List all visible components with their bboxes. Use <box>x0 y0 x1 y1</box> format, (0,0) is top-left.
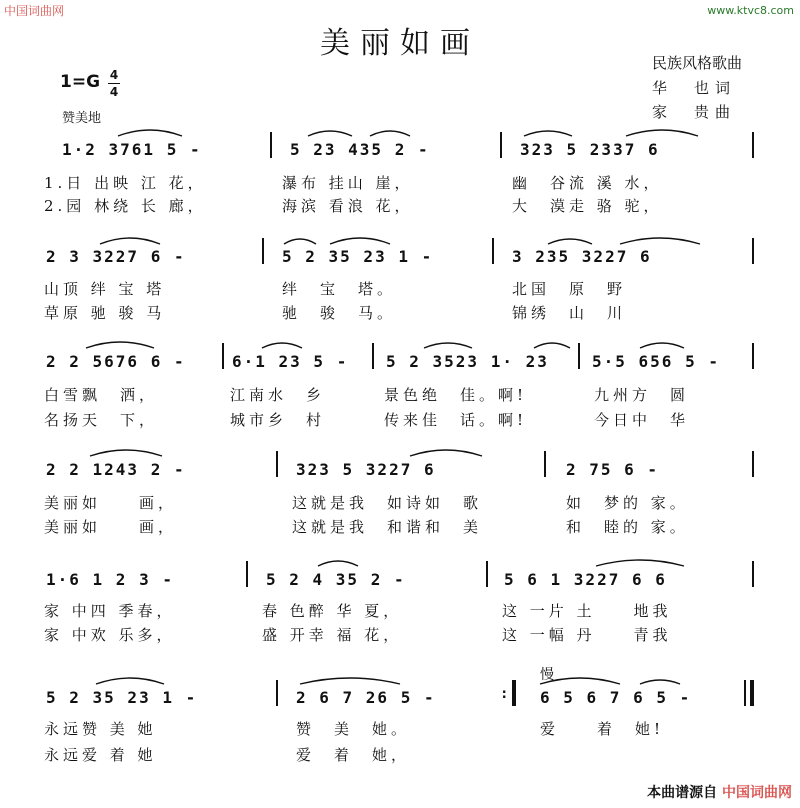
row5-lyric2-c: 这 一幅 丹 青我 <box>502 626 672 644</box>
row1-lyric2-a: 2.园 林绕 长 廊， <box>44 197 207 215</box>
row3-lyric2-a: 名扬天 下， <box>44 411 159 429</box>
row3-lyric1-a: 白雪飘 洒， <box>44 386 159 404</box>
row1-measure1: 1·2 3761 5 - <box>62 140 202 159</box>
row3-lyric1-d: 九州方 圆 <box>594 386 690 404</box>
slur <box>596 560 684 566</box>
expression-mark: 赞美地 <box>62 111 102 126</box>
slur <box>90 450 162 456</box>
repeat-dots: : <box>500 686 511 702</box>
row3-lyric1-c: 景色绝 佳。啊! <box>384 386 528 404</box>
slur <box>318 561 358 566</box>
row3-lyric2-b: 城市乡 村 <box>230 411 326 429</box>
row5-lyric1-b: 春 色醉 华 夏， <box>262 602 403 620</box>
slur <box>620 238 700 244</box>
row2-lyric2-b: 驰 骏 马。 <box>282 304 397 322</box>
slur <box>640 680 680 684</box>
row6-measure1: 5 2 35 23 1 - <box>46 688 198 707</box>
row3-measure1: 2 2 5676 6 - <box>46 352 186 371</box>
slur <box>370 131 410 136</box>
row6-lyric1-c: 爱 着 她! <box>540 720 665 738</box>
row2-measure2: 5 2 35 23 1 - <box>282 247 434 266</box>
row4-lyric1-a: 美丽如 画， <box>44 494 178 512</box>
row3-lyric1-b: 江南水 乡 <box>230 386 326 404</box>
row1-lyric2-b: 海滨 看浪 花， <box>282 197 414 215</box>
slur <box>86 342 154 348</box>
row6-lyric2-a: 永远爱 着 她 <box>44 746 157 764</box>
slur <box>524 131 572 136</box>
watermark-url: www.ktvc8.com <box>707 4 794 17</box>
row1-lyric1-c: 幽 谷流 溪 水， <box>512 174 663 192</box>
slur <box>410 450 482 456</box>
row5-measure3: 5 6 1 3227 6 6 <box>504 570 667 589</box>
row3-lyric2-c: 传来佳 话。啊! <box>384 411 528 429</box>
row1-measure3: 323 5 2337 6 <box>520 140 660 159</box>
row1-measure2: 5 23 435 2 - <box>290 140 430 159</box>
row4-lyric1-b: 这就是我 如诗如 歌 <box>292 494 483 512</box>
row4-measure3: 2 75 6 - <box>566 460 660 479</box>
row6-lyric1-b: 赞 美 她。 <box>296 720 411 738</box>
credit-style: 民族风格歌曲 <box>652 54 743 72</box>
slur <box>534 343 570 348</box>
row4-lyric1-c: 如 梦的 家。 <box>566 494 689 512</box>
slur <box>100 238 160 244</box>
slur <box>284 239 316 244</box>
row6-lyric2-b: 爱 着 她， <box>296 746 411 764</box>
slur <box>640 343 684 348</box>
credit-composer: 家 贵曲 <box>652 103 737 121</box>
row2-measure3: 3 235 3227 6 <box>512 247 652 266</box>
time-sig-bottom: 4 <box>109 85 119 99</box>
row2-lyric2-c: 锦绣 山 川 <box>512 304 627 322</box>
row2-lyric1-a: 山顶 绊 宝 塔 <box>44 280 166 298</box>
row3-measure2: 6·1 23 5 - <box>232 352 349 371</box>
credit-lyricist: 华 也词 <box>652 79 737 97</box>
row3-lyric2-d: 今日中 华 <box>594 411 690 429</box>
slur <box>626 130 698 136</box>
footer-source <box>647 782 792 802</box>
slur <box>262 343 302 348</box>
song-title: 美丽如画 <box>320 26 480 61</box>
row6-measure3: 6 5 6 7 6 5 - <box>540 688 692 707</box>
row5-lyric1-c: 这 一片 土 地我 <box>502 602 672 620</box>
tempo-mark: 慢 <box>540 667 554 683</box>
slur <box>424 343 472 348</box>
row5-lyric2-b: 盛 开幸 福 花， <box>262 626 403 644</box>
slur <box>548 239 592 244</box>
slur <box>330 238 390 244</box>
footer-prefix: 本曲谱源自 <box>647 785 718 801</box>
row5-measure1: 1·6 1 2 3 - <box>46 570 174 589</box>
footer-site: 中国词曲网 <box>722 785 792 801</box>
row4-lyric2-c: 和 睦的 家。 <box>566 518 689 536</box>
row4-lyric2-b: 这就是我 和谐和 美 <box>292 518 483 536</box>
row2-lyric1-b: 绊 宝 塔。 <box>282 280 397 298</box>
row5-lyric2-a: 家 中欢 乐多， <box>44 626 176 644</box>
row3-measure4: 5·5 656 5 - <box>592 352 720 371</box>
slur <box>118 130 182 136</box>
row1-lyric1-a: 1.日 出映 江 花， <box>44 174 207 192</box>
slur <box>308 131 352 136</box>
time-sig-top: 4 <box>109 68 119 82</box>
slur <box>540 678 620 684</box>
row4-lyric2-a: 美丽如 画， <box>44 518 178 536</box>
row1-lyric1-b: 瀑布 挂山 崖， <box>282 174 414 192</box>
slur <box>96 678 164 684</box>
row2-lyric1-c: 北国 原 野 <box>512 280 627 298</box>
row4-measure2: 323 5 3227 6 <box>296 460 436 479</box>
row5-lyric1-a: 家 中四 季春， <box>44 602 176 620</box>
row2-measure1: 2 3 3227 6 - <box>46 247 186 266</box>
row2-lyric2-a: 草原 驰 骏 马 <box>44 304 166 322</box>
row1-lyric2-c: 大 漠走 骆 驼， <box>512 197 663 215</box>
row4-measure1: 2 2 1243 2 - <box>46 460 186 479</box>
watermark-site: 中国词曲网 <box>4 4 65 18</box>
slur <box>300 678 400 684</box>
row5-measure2: 5 2 4 35 2 - <box>266 570 406 589</box>
row6-measure2: 2 6 7 26 5 - <box>296 688 436 707</box>
row3-measure3: 5 2 3523 1· 23 <box>386 352 549 371</box>
row6-lyric1-a: 永远赞 美 她 <box>44 720 157 738</box>
key-signature: 1=G <box>60 72 101 92</box>
